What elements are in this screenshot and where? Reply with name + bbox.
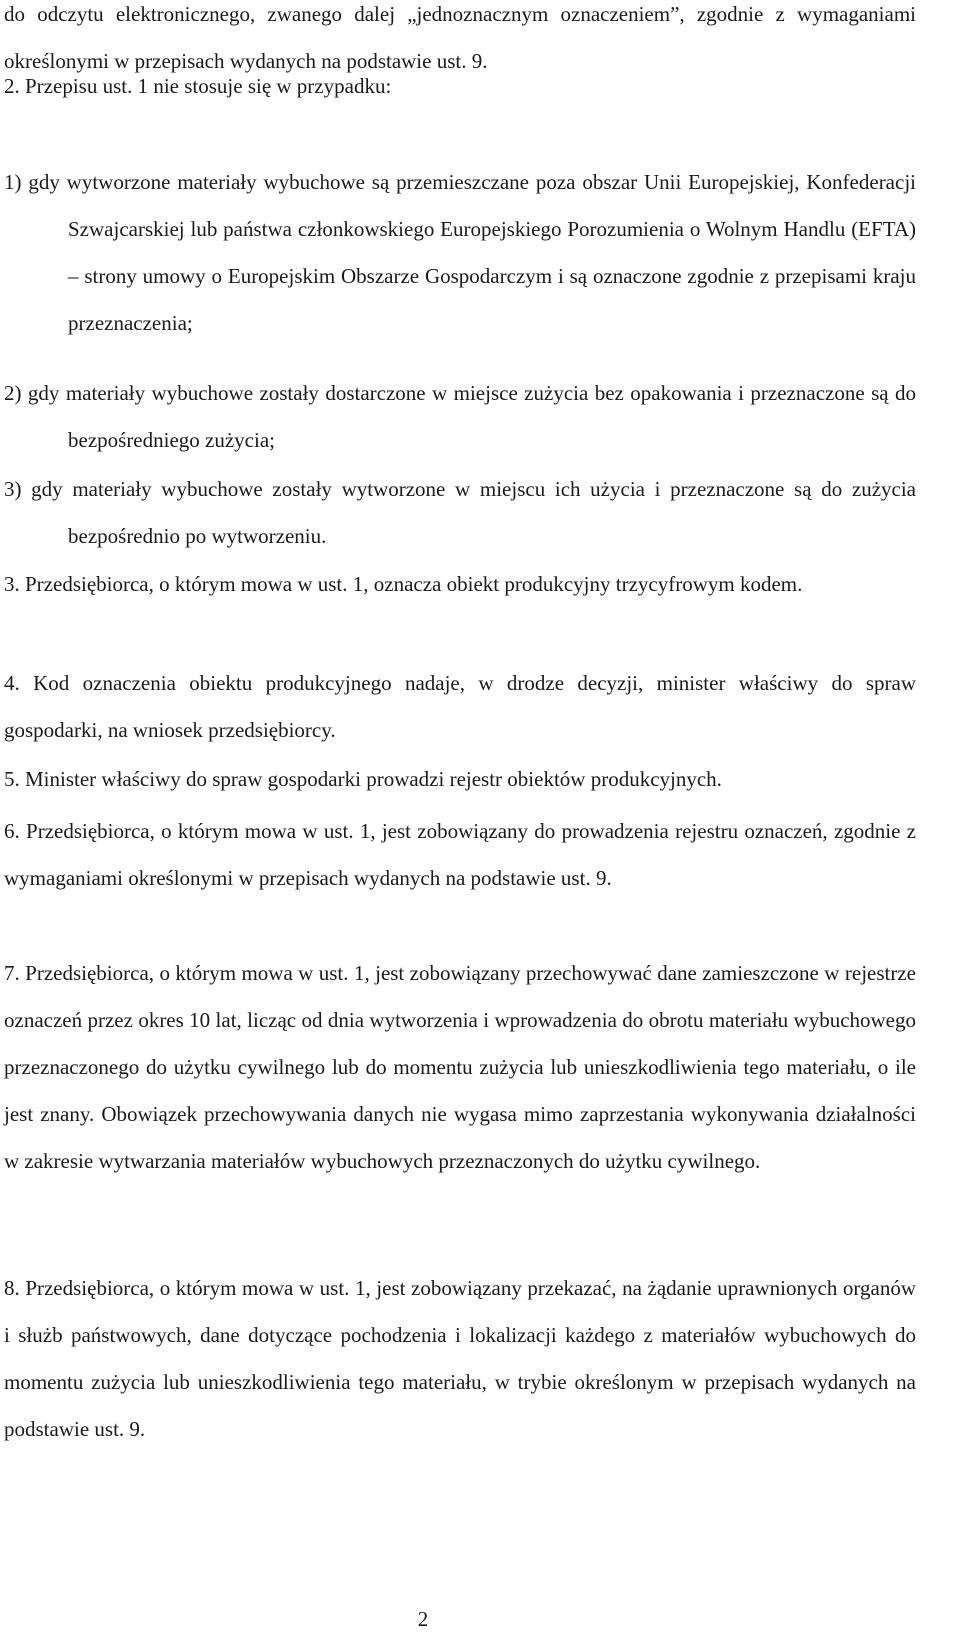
paragraph-8: 8. Przedsiębiorca, o którym mowa w ust. 1, jest zobowiązany przekazać, na żądanie uprawnionych organów i służb państwowych, dane dotyczące pochodzenia i lokalizacji każdego z materiałów wybuchowych do momentu zużycia lub unieszkodliwienia tego materiału, w trybie określonym w przepisach wydanych na podstawie ust. 9. bbox=[4, 1276, 916, 1441]
paragraph-6: 6. Przedsiębiorca, o którym mowa w ust. 1, jest zobowiązany do prowadzenia rejestru oznaczeń, zgodnie z wymaganiami określonymi w przepisach wydanych na podstawie ust. 9. bbox=[4, 819, 916, 890]
list-item-3: 3) gdy materiały wybuchowe zostały wytworzone w miejscu ich użycia i przeznaczone są do zużycia bezpośrednio po wytworzeniu. bbox=[4, 477, 916, 548]
paragraph-2: 2. Przepisu ust. 1 nie stosuje się w przypadku: bbox=[4, 74, 392, 98]
paragraph-4: 4. Kod oznaczenia obiektu produkcyjnego nadaje, w drodze decyzji, minister właściwy do spraw gospodarki, na wniosek przedsiębiorcy. bbox=[4, 671, 916, 742]
list-item-2: 2) gdy materiały wybuchowe zostały dostarczone w miejsce zużycia bez opakowania i przeznaczone są do bezpośredniego zużycia; bbox=[4, 381, 916, 452]
document-page bbox=[4, 0, 916, 1639]
page-number: 2 bbox=[417, 1607, 429, 1631]
paragraph-5: 5. Minister właściwy do spraw gospodarki prowadzi rejestr obiektów produkcyjnych. bbox=[4, 767, 722, 791]
list-item-1: 1) gdy wytworzone materiały wybuchowe są przemieszczane poza obszar Unii Europejskiej, Konfederacji Szwajcarskiej lub państwa członkowskiego Europejskiego Porozumienia o Wolnym Handlu (EFTA) – strony umowy o Europejskim Obszarze Gospodarczym i są oznaczone zgodnie z przepisami kraju przeznaczenia; bbox=[4, 170, 916, 335]
paragraph-3: 3. Przedsiębiorca, o którym mowa w ust. 1, oznacza obiekt produkcyjny trzycyfrowym kodem. bbox=[4, 572, 803, 596]
paragraph-7: 7. Przedsiębiorca, o którym mowa w ust. 1, jest zobowiązany przechowywać dane zamieszczone w rejestrze oznaczeń przez okres 10 lat, licząc od dnia wytworzenia i wprowadzenia do obrotu materiału wybuchowego przeznaczonego do użytku cywilnego lub do momentu zużycia lub unieszkodliwienia tego materiału, o ile jest znany. Obowiązek przechowywania danych nie wygasa mimo zaprzestania wykonywania działalności w zakresie wytwarzania materiałów wybuchowych przeznaczonych do użytku cywilnego. bbox=[4, 961, 916, 1173]
paragraph-continuation: do odczytu elektronicznego, zwanego dalej „jednoznacznym oznaczeniem”, zgodnie z wymaganiami określonymi w przepisach wydanych na podstawie ust. 9. bbox=[4, 2, 916, 73]
